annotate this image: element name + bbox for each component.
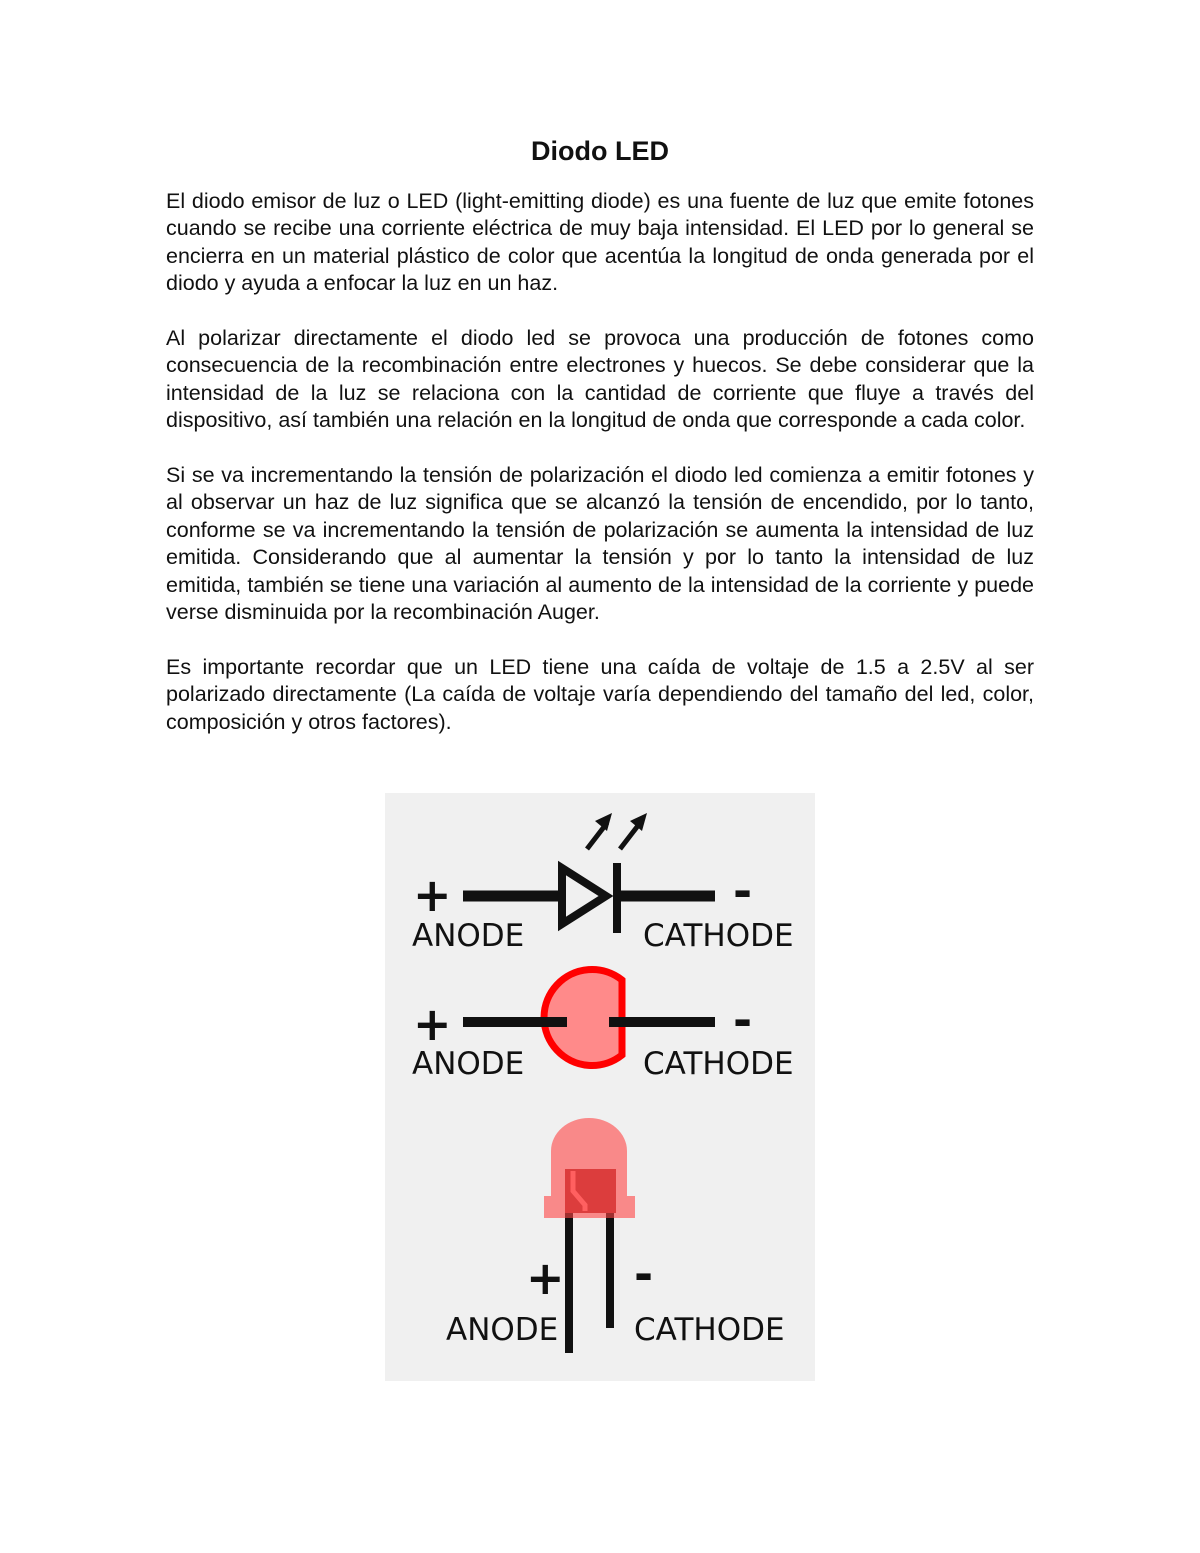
led-side-view <box>446 1118 785 1353</box>
led-top-view <box>412 970 794 1083</box>
schematic-plus-sign: + <box>413 868 452 922</box>
schematic-anode-label: ANODE <box>412 918 525 954</box>
paragraph-1: El diodo emisor de luz o LED (light-emitting diode) es una fuente de luz que emite fotones cuando se recibe una corriente eléctrica de muy baja intensidad. El LED por lo general se encierra en un material plástico de color que acentúa la longitud de onda generada por el diodo y ayuda a enfocar la luz en un haz. <box>166 189 1034 296</box>
paragraph-4: Es importante recordar que un LED tiene una caída de voltaje de 1.5 a 2.5V al ser polarizado directamente (La caída de voltaje varía dependiendo del tamaño del led, color, composición y otros factores). <box>166 654 1034 734</box>
top-anode-label: ANODE <box>412 1046 525 1082</box>
paragraph-3: Si se va incrementando la tensión de polarización el diodo led comienza a emitir fotones y al observar un haz de luz significa que se alcanzó la tensión de encendido, por lo tanto, conforme se va incrementando la tensión de polarización se aumenta la intensidad de luz emitida. Considerando que al aumentar la tensión y por lo tanto la intensidad de luz emitida, también se tiene una variación al aumento de la intensidad de la corriente y puede verse disminuida por la recombinación Auger. <box>166 463 1034 625</box>
schematic-minus-sign: - <box>733 864 753 918</box>
page-title: Diodo LED <box>531 136 669 166</box>
led-diagram <box>385 793 815 1381</box>
paragraph-2: Al polarizar directamente el diodo led se provoca una producción de fotones como consecuencia de la recombinación entre electrones y huecos. Se debe considerar que la intensidad de la luz se relaciona con la cantidad de corriente que fluye a través del dispositivo, así también una relación en la longitud de onda que corresponde a cada color. <box>166 326 1034 433</box>
body-text <box>166 188 1034 763</box>
schematic-cathode-label: CATHODE <box>643 918 794 954</box>
side-cathode-label: CATHODE <box>634 1312 785 1348</box>
side-plus-sign: + <box>526 1251 565 1305</box>
led-diagram-svg <box>385 793 815 1381</box>
top-cathode-label: CATHODE <box>643 1046 794 1082</box>
diode-triangle <box>562 868 606 924</box>
led-side-body <box>544 1118 635 1218</box>
side-anode-label: ANODE <box>446 1312 559 1348</box>
top-plus-sign: + <box>413 997 452 1051</box>
light-arrow-icon <box>587 813 647 849</box>
led-schematic-symbol <box>412 813 794 954</box>
side-minus-sign: - <box>634 1247 654 1301</box>
top-minus-sign: - <box>733 993 753 1047</box>
